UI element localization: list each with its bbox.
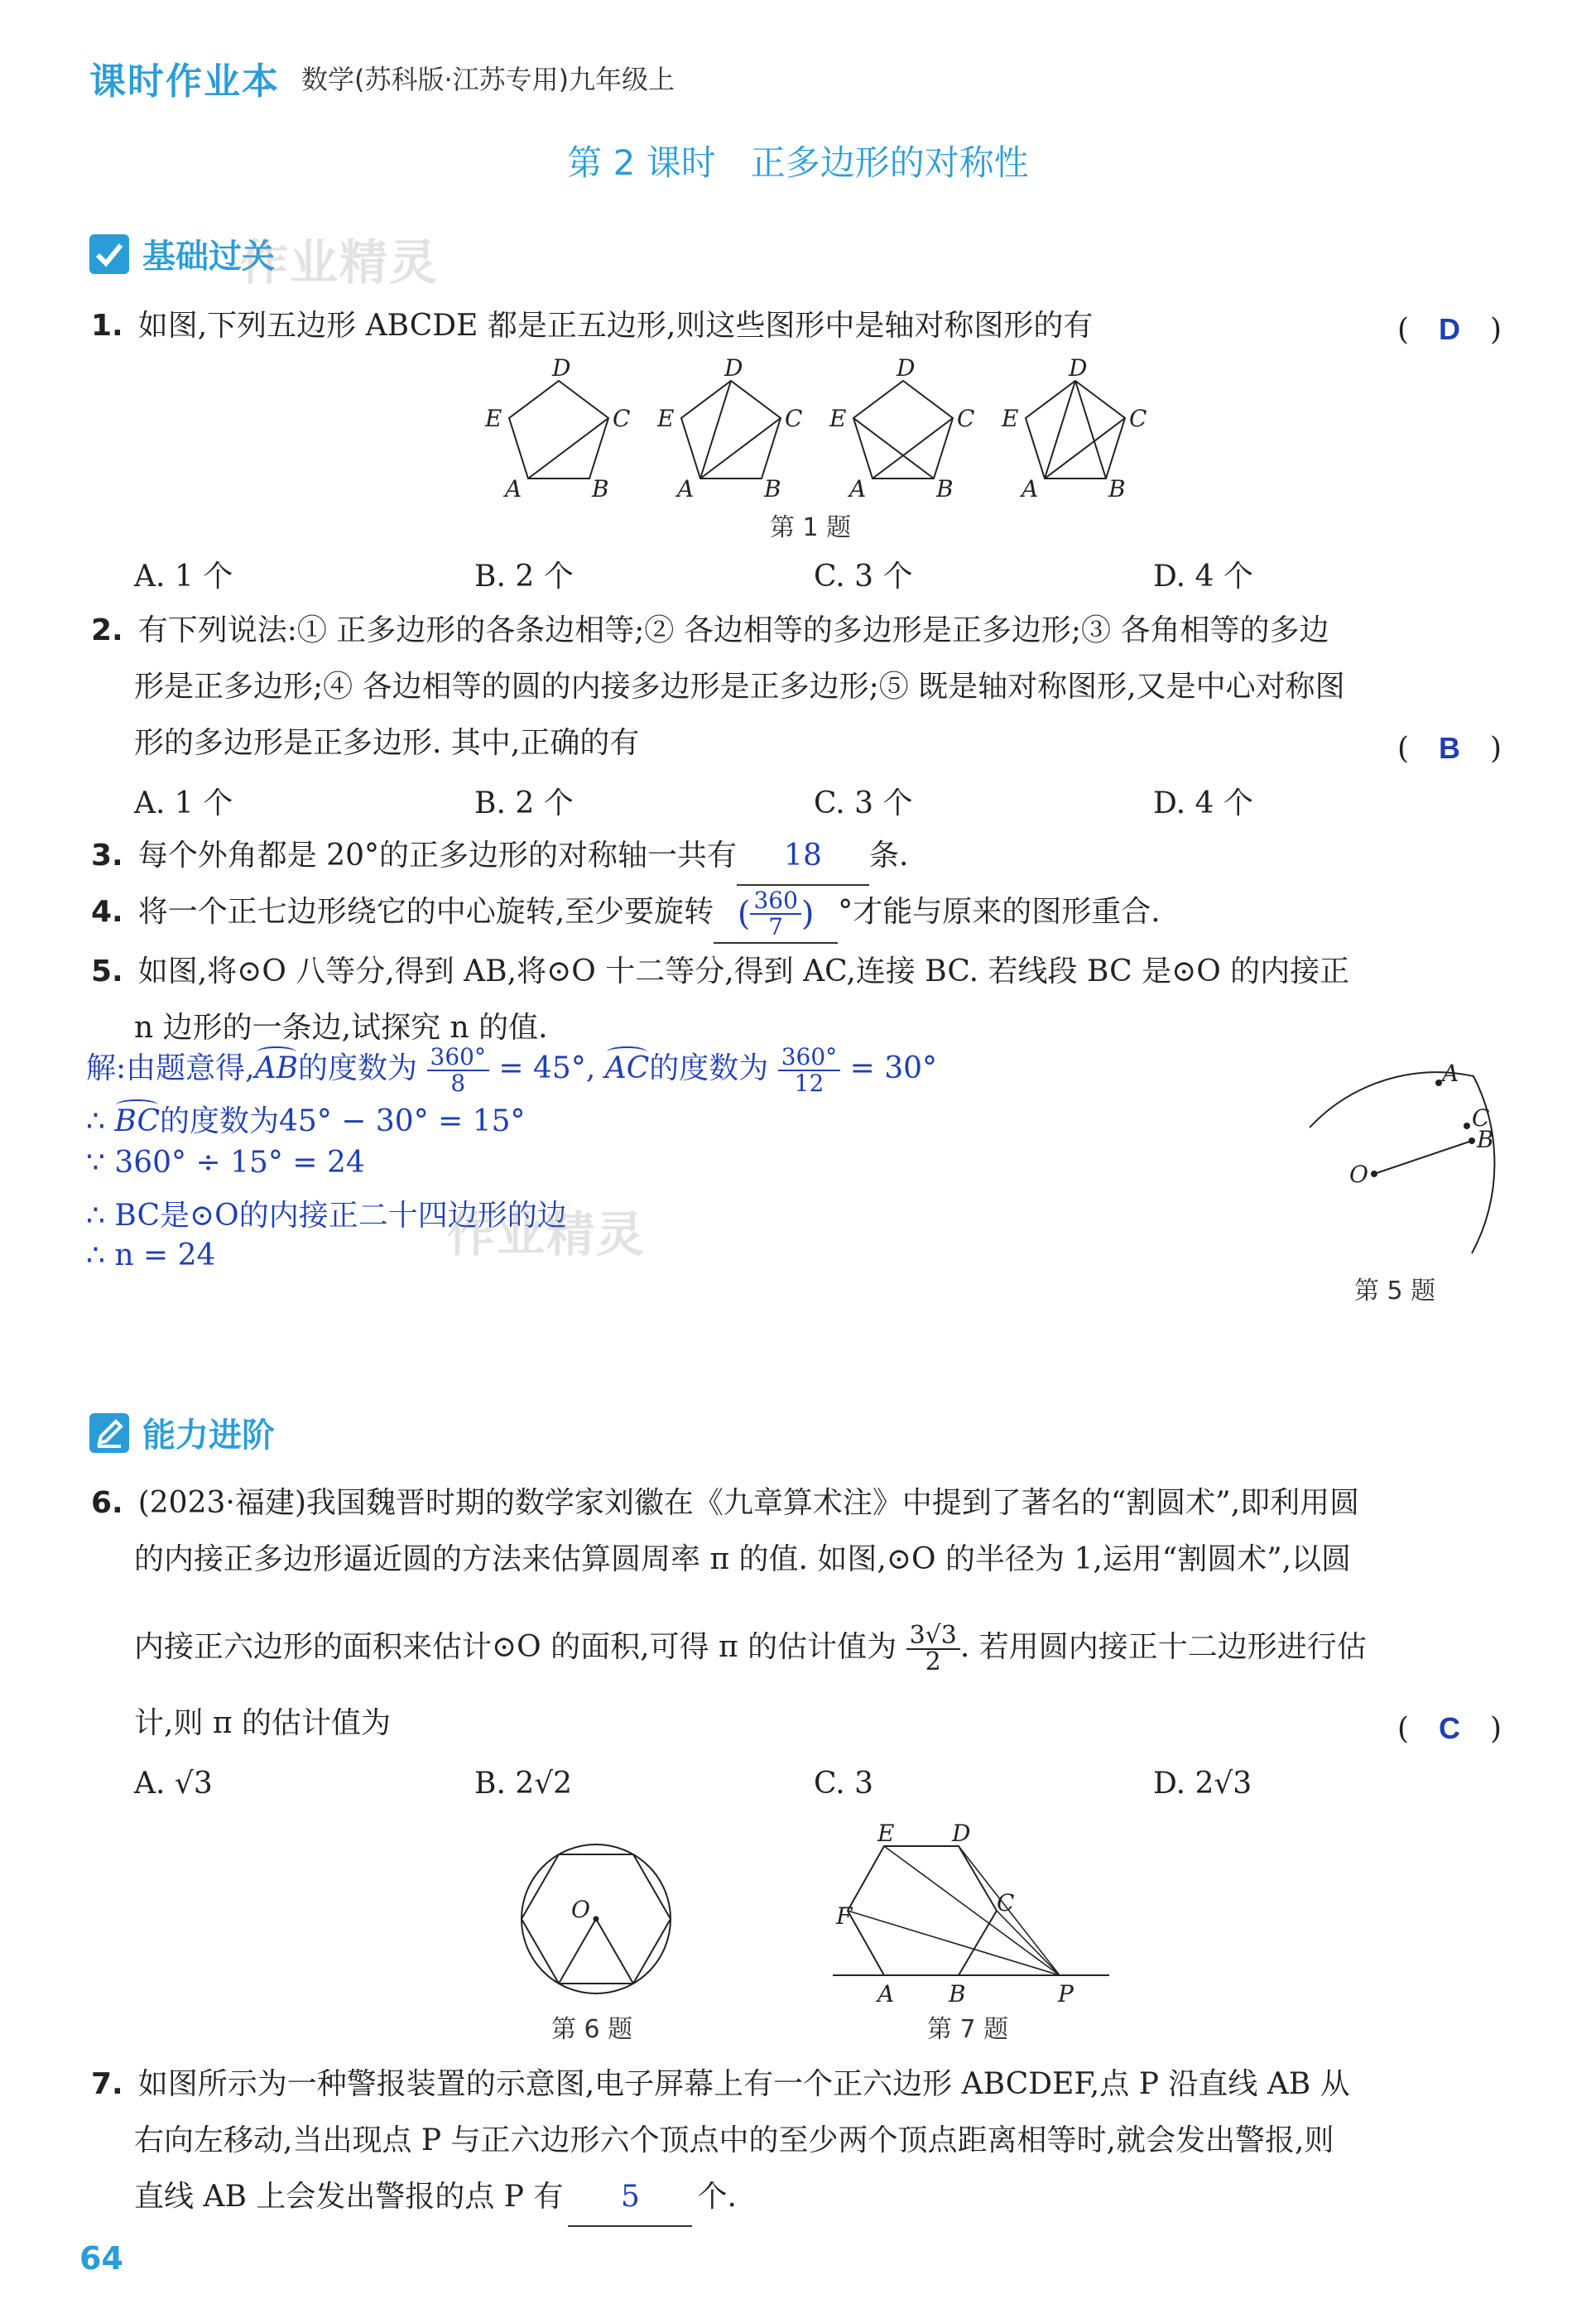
svg-text:E: E	[657, 405, 675, 432]
answer-choice: B	[1439, 731, 1461, 765]
solution-line-2: ∴ BC的度数为45° − 30° = 15°	[86, 1104, 526, 1138]
option-a: A. 1 个	[134, 560, 233, 594]
question-number: 4.	[91, 895, 123, 929]
figure-q6-hexagon	[513, 1836, 679, 2002]
question-2	[91, 603, 1329, 659]
svg-text:A: A	[1022, 475, 1039, 503]
question-3	[91, 828, 908, 886]
question-7-line3: 直线 AB 上会发出警报的点 P 有 5 个.	[134, 2169, 737, 2227]
checkbox-icon	[88, 233, 131, 276]
svg-text:C: C	[1129, 405, 1147, 432]
answer-bracket: ( D )	[1397, 312, 1502, 347]
svg-text:A: A	[677, 475, 695, 503]
fraction-denominator: 2	[925, 1647, 941, 1676]
option-d: D. 4 个	[1153, 786, 1253, 820]
pentagon-1	[509, 381, 608, 479]
question-line: 如图,将⊙O 八等分,得到 AB,将⊙O 十二等分,得到 AC,连接 BC. 若线段 BC 是⊙O 的内接正	[137, 955, 1350, 988]
label-b: B	[1477, 1126, 1494, 1153]
fraction-numerator: 360	[750, 888, 800, 915]
answer-blank: 5	[568, 2169, 692, 2227]
option-a: A. 1 个	[134, 786, 233, 820]
pentagon-2	[681, 381, 781, 479]
label-p: P	[1058, 1980, 1074, 2008]
answer-blank: 18	[737, 828, 869, 886]
label-d: D	[952, 1820, 971, 1847]
question-number: 2.	[91, 613, 123, 647]
question-2-line3: 形的多边形是正多边形. 其中,正确的有	[134, 726, 640, 760]
option-b: B. 2 个	[474, 560, 574, 594]
question-number: 6.	[91, 1486, 123, 1520]
section-basic-label: 基础过关	[142, 238, 275, 276]
option-d: D. 2√3	[1153, 1767, 1252, 1801]
question-7-line2: 右向左移动,当出现点 P 与正六边形六个顶点中的至少两个顶点距离相等时,就会发出警报,则	[134, 2123, 1334, 2157]
question-6-line2: 的内接正多边形逼近圆的方法来估算圆周率 π 的值. 如图,⊙O 的半径为 1,运用“割圆术”,以圆	[134, 1542, 1352, 1576]
svg-text:C: C	[957, 405, 975, 432]
svg-text:B: B	[936, 475, 954, 503]
svg-text:C: C	[785, 405, 803, 432]
question-4	[91, 884, 1161, 944]
question-number: 1.	[91, 309, 123, 343]
pentagon-4	[1026, 381, 1125, 479]
label-b: B	[949, 1980, 966, 2008]
question-line: 有下列说法:① 正多边形的各条边相等;② 各边相等的多边形是正多边形;③ 各角相等的多边	[137, 613, 1329, 647]
answer-choice: D	[1439, 312, 1461, 346]
label-c: C	[613, 405, 631, 432]
svg-text:E: E	[829, 405, 847, 432]
label-f: F	[836, 1902, 853, 1930]
svg-text:B: B	[764, 475, 781, 503]
fraction-denominator: 7	[768, 913, 784, 940]
solution-line-4: ∴ BC是⊙O的内接正二十四边形的边	[86, 1199, 567, 1233]
solution-line-1: 解:由题意得,AB的度数为 $\frac{360^\circ}{8}$ = 45°, AC的度数为 $\frac{360^\circ}{12}$ = 30°	[86, 1043, 938, 1097]
answer-choice: C	[1439, 1711, 1461, 1745]
answer-bracket: ( B )	[1397, 731, 1502, 766]
solution-line-5: ∴ n = 24	[86, 1238, 216, 1272]
subject-title: 数学(苏科版·江苏专用)九年级上	[301, 64, 675, 95]
label-o: O	[1349, 1161, 1368, 1188]
question-line: (2023·福建)我国魏晋时期的数学家刘徽在《九章算术注》中提到了著名的“割圆术”,即利用圆	[137, 1486, 1360, 1520]
label-c: C	[1472, 1104, 1490, 1132]
svg-text:A: A	[849, 475, 867, 503]
section-advanced-label: 能力进阶	[142, 1416, 275, 1455]
label-a: A	[1442, 1060, 1459, 1087]
label-c: C	[997, 1889, 1015, 1916]
svg-text:D: D	[724, 356, 743, 382]
label-o: O	[571, 1896, 590, 1923]
question-text: 如图,下列五边形 ABCDE 都是正五边形,则这些图形中是轴对称图形的有	[137, 309, 1094, 343]
answer-bracket: ( C )	[1397, 1711, 1502, 1746]
caption-q7: 第 7 题	[927, 2015, 1009, 2044]
question-6-line3: 内接正六边形的面积来估计⊙O 的面积,可得 π 的估计值为 $\frac{3√3}{2}$ . 若用圆内接正十二边形进行估	[134, 1621, 1367, 1676]
question-6	[91, 1475, 1359, 1532]
lesson-title: 第 2 课时 正多边形的对称性	[567, 142, 1029, 183]
caption-q1: 第 1 题	[770, 513, 852, 542]
option-b: B. 2 个	[474, 786, 574, 820]
page-number: 64	[79, 2240, 123, 2277]
label-a: A	[505, 475, 522, 503]
question-number: 5.	[91, 955, 123, 988]
question-2-line2: 形是正多边形;④ 各边相等的圆的内接多边形是正多边形;⑤ 既是轴对称图形,又是中心对称图	[134, 670, 1345, 704]
question-5	[91, 944, 1349, 1000]
label-a: A	[877, 1980, 895, 2008]
question-number: 3.	[91, 839, 123, 873]
option-b: B. 2√2	[474, 1767, 573, 1801]
label-d: D	[552, 356, 571, 382]
watermark: 作业精灵	[447, 1206, 647, 1262]
figure-q5-arc	[1291, 1051, 1507, 1267]
question-number: 7.	[91, 2067, 123, 2101]
question-text-end: °才能与原来的图形重合.	[838, 895, 1161, 929]
option-c: C. 3	[814, 1767, 874, 1801]
label-b: B	[592, 475, 609, 503]
question-1	[91, 298, 1093, 354]
label-e: E	[485, 405, 502, 432]
brand-title: 课时作业本	[89, 60, 280, 103]
option-c: C. 3 个	[814, 560, 913, 594]
pentagon-3	[853, 381, 953, 479]
option-a: A. √3	[134, 1767, 213, 1801]
figure-q1-pentagons	[480, 356, 1209, 505]
svg-text:D: D	[897, 356, 916, 382]
option-d: D. 4 个	[1153, 560, 1253, 594]
pencil-icon	[88, 1411, 131, 1455]
section-advanced	[88, 1409, 275, 1456]
figure-q7-alarm	[828, 1818, 1118, 2008]
caption-q6: 第 6 题	[551, 2015, 633, 2044]
caption-q5: 第 5 题	[1354, 1277, 1436, 1306]
answer-blank: ( $\frac{360}{7}$ )	[714, 884, 838, 944]
question-text: 每个外角都是 20°的正多边形的对称轴一共有	[137, 839, 737, 873]
question-line: 如图所示为一种警报装置的示意图,电子屏幕上有一个正六边形 ABCDEF,点 P 沿直线 AB 从	[137, 2067, 1350, 2101]
option-c: C. 3 个	[814, 786, 913, 820]
fraction-numerator: 3√3	[906, 1623, 960, 1650]
watermark: 作业精灵	[240, 234, 440, 291]
svg-text:D: D	[1069, 356, 1088, 382]
question-text: 将一个正七边形绕它的中心旋转,至少要旋转	[137, 895, 714, 929]
question-text-end: 条.	[869, 839, 909, 873]
question-7	[91, 2056, 1350, 2113]
svg-text:B: B	[1108, 475, 1126, 503]
header-logo	[89, 51, 675, 104]
question-6-line4: 计,则 π 的估计值为	[134, 1706, 391, 1740]
question-5-line2: n 边形的一条边,试探究 n 的值.	[134, 1011, 548, 1045]
svg-text:E: E	[1002, 405, 1019, 432]
label-e: E	[877, 1820, 895, 1847]
solution-line-3: ∵ 360° ÷ 15° = 24	[86, 1146, 365, 1180]
